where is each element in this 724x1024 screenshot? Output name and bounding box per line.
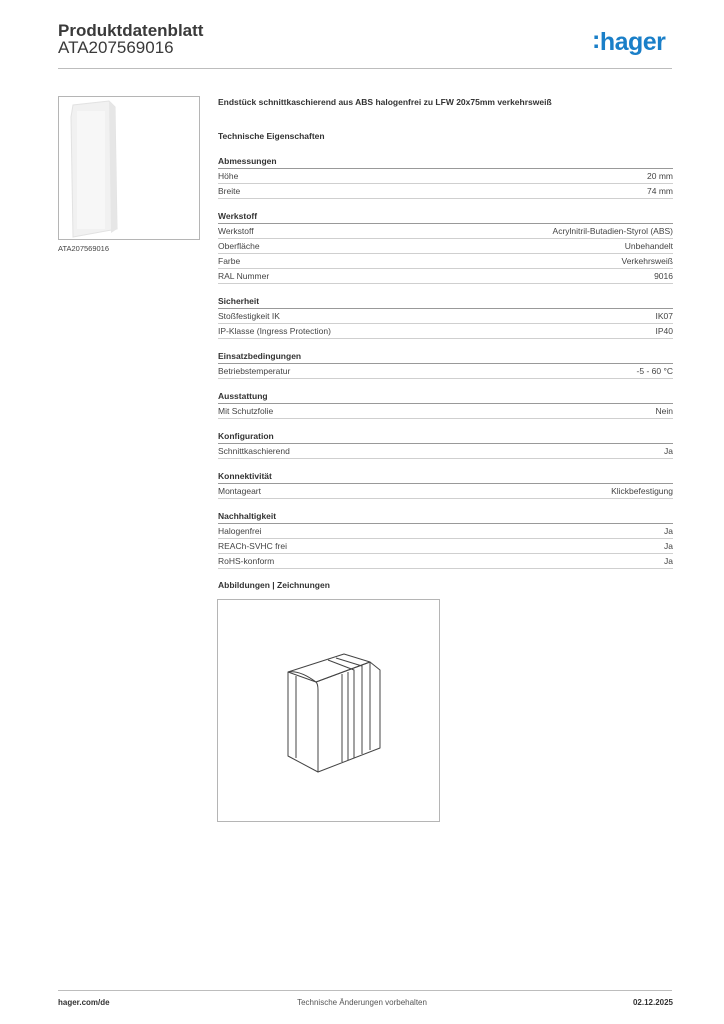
thumbnail-caption: ATA207569016 bbox=[58, 244, 110, 253]
property-value: Unbehandelt bbox=[624, 241, 673, 251]
property-label: IP-Klasse (Ingress Protection) bbox=[218, 326, 331, 336]
property-value: Klickbefestigung bbox=[611, 486, 673, 496]
section-einsatzbedingungen bbox=[218, 350, 673, 379]
property-row bbox=[218, 184, 673, 199]
property-row bbox=[218, 444, 673, 459]
section-title: Nachhaltigkeit bbox=[218, 510, 673, 524]
property-row bbox=[218, 239, 673, 254]
technical-drawing bbox=[217, 599, 440, 822]
property-label: RoHS-konform bbox=[218, 556, 275, 566]
property-row bbox=[218, 554, 673, 569]
section-konnektivitaet bbox=[218, 470, 673, 499]
property-label: Oberfläche bbox=[218, 241, 260, 251]
footer-website-link[interactable]: hager.com/de bbox=[58, 998, 110, 1007]
property-label: Stoßfestigkeit IK bbox=[218, 311, 280, 321]
property-row bbox=[218, 539, 673, 554]
property-label: Betriebstemperatur bbox=[218, 366, 291, 376]
property-row bbox=[218, 524, 673, 539]
property-value: Ja bbox=[664, 541, 673, 551]
section-ausstattung bbox=[218, 390, 673, 419]
section-title: Werkstoff bbox=[218, 210, 673, 224]
property-row bbox=[218, 169, 673, 184]
article-number: ATA207569016 bbox=[58, 38, 174, 57]
section-title: Einsatzbedingungen bbox=[218, 350, 673, 364]
page-title: Produktdatenblatt bbox=[58, 21, 204, 40]
properties-heading: Technische Eigenschaften bbox=[218, 131, 325, 141]
section-sicherheit bbox=[218, 295, 673, 339]
section-title: Konfiguration bbox=[218, 430, 673, 444]
section-werkstoff bbox=[218, 210, 673, 284]
property-value: Ja bbox=[664, 446, 673, 456]
property-value: 9016 bbox=[654, 271, 673, 281]
property-row bbox=[218, 364, 673, 379]
product-thumbnail bbox=[58, 96, 200, 240]
section-abmessungen bbox=[218, 155, 673, 199]
section-title: Ausstattung bbox=[218, 390, 673, 404]
property-value: 20 mm bbox=[647, 171, 673, 181]
end-cap-photo-icon bbox=[59, 97, 200, 240]
logo-text: hager bbox=[599, 28, 666, 56]
property-value: Acrylnitril-Butadien-Styrol (ABS) bbox=[552, 226, 673, 236]
property-label: Montageart bbox=[218, 486, 261, 496]
property-label: Schnittkaschierend bbox=[218, 446, 290, 456]
end-cap-drawing-icon bbox=[218, 600, 439, 821]
header-divider bbox=[58, 68, 672, 69]
property-value: Ja bbox=[664, 526, 673, 536]
section-konfiguration bbox=[218, 430, 673, 459]
section-title: Konnektivität bbox=[218, 470, 673, 484]
property-row bbox=[218, 309, 673, 324]
footer-date: 02.12.2025 bbox=[632, 998, 673, 1007]
property-row bbox=[218, 324, 673, 339]
property-value: Nein bbox=[655, 406, 673, 416]
property-label: RAL Nummer bbox=[218, 271, 270, 281]
property-value: -5 - 60 °C bbox=[636, 366, 673, 376]
section-nachhaltigkeit bbox=[218, 510, 673, 569]
property-row bbox=[218, 224, 673, 239]
property-row bbox=[218, 404, 673, 419]
section-title: Abmessungen bbox=[218, 155, 673, 169]
property-label: Halogenfrei bbox=[218, 526, 262, 536]
footer-notice: Technische Änderungen vorbehalten bbox=[297, 998, 427, 1007]
product-description: Endstück schnittkaschierend aus ABS halogenfrei zu LFW 20x75mm verkehrsweiß bbox=[218, 97, 552, 107]
properties-list bbox=[218, 155, 673, 580]
property-value: IP40 bbox=[655, 326, 673, 336]
property-row bbox=[218, 254, 673, 269]
property-row bbox=[218, 484, 673, 499]
property-label: REACh-SVHC frei bbox=[218, 541, 287, 551]
section-title: Sicherheit bbox=[218, 295, 673, 309]
logo-dots-icon: : bbox=[592, 26, 600, 54]
property-label: Werkstoff bbox=[218, 226, 254, 236]
property-value: Ja bbox=[664, 556, 673, 566]
property-value: IK07 bbox=[655, 311, 673, 321]
property-value: 74 mm bbox=[647, 186, 673, 196]
footer-divider bbox=[58, 990, 672, 991]
hager-logo[interactable] bbox=[592, 28, 665, 57]
property-value: Verkehrsweiß bbox=[621, 256, 673, 266]
property-label: Mit Schutzfolie bbox=[218, 406, 274, 416]
property-label: Höhe bbox=[218, 171, 239, 181]
property-label: Breite bbox=[218, 186, 241, 196]
property-label: Farbe bbox=[218, 256, 241, 266]
figures-heading: Abbildungen | Zeichnungen bbox=[218, 580, 330, 590]
property-row bbox=[218, 269, 673, 284]
